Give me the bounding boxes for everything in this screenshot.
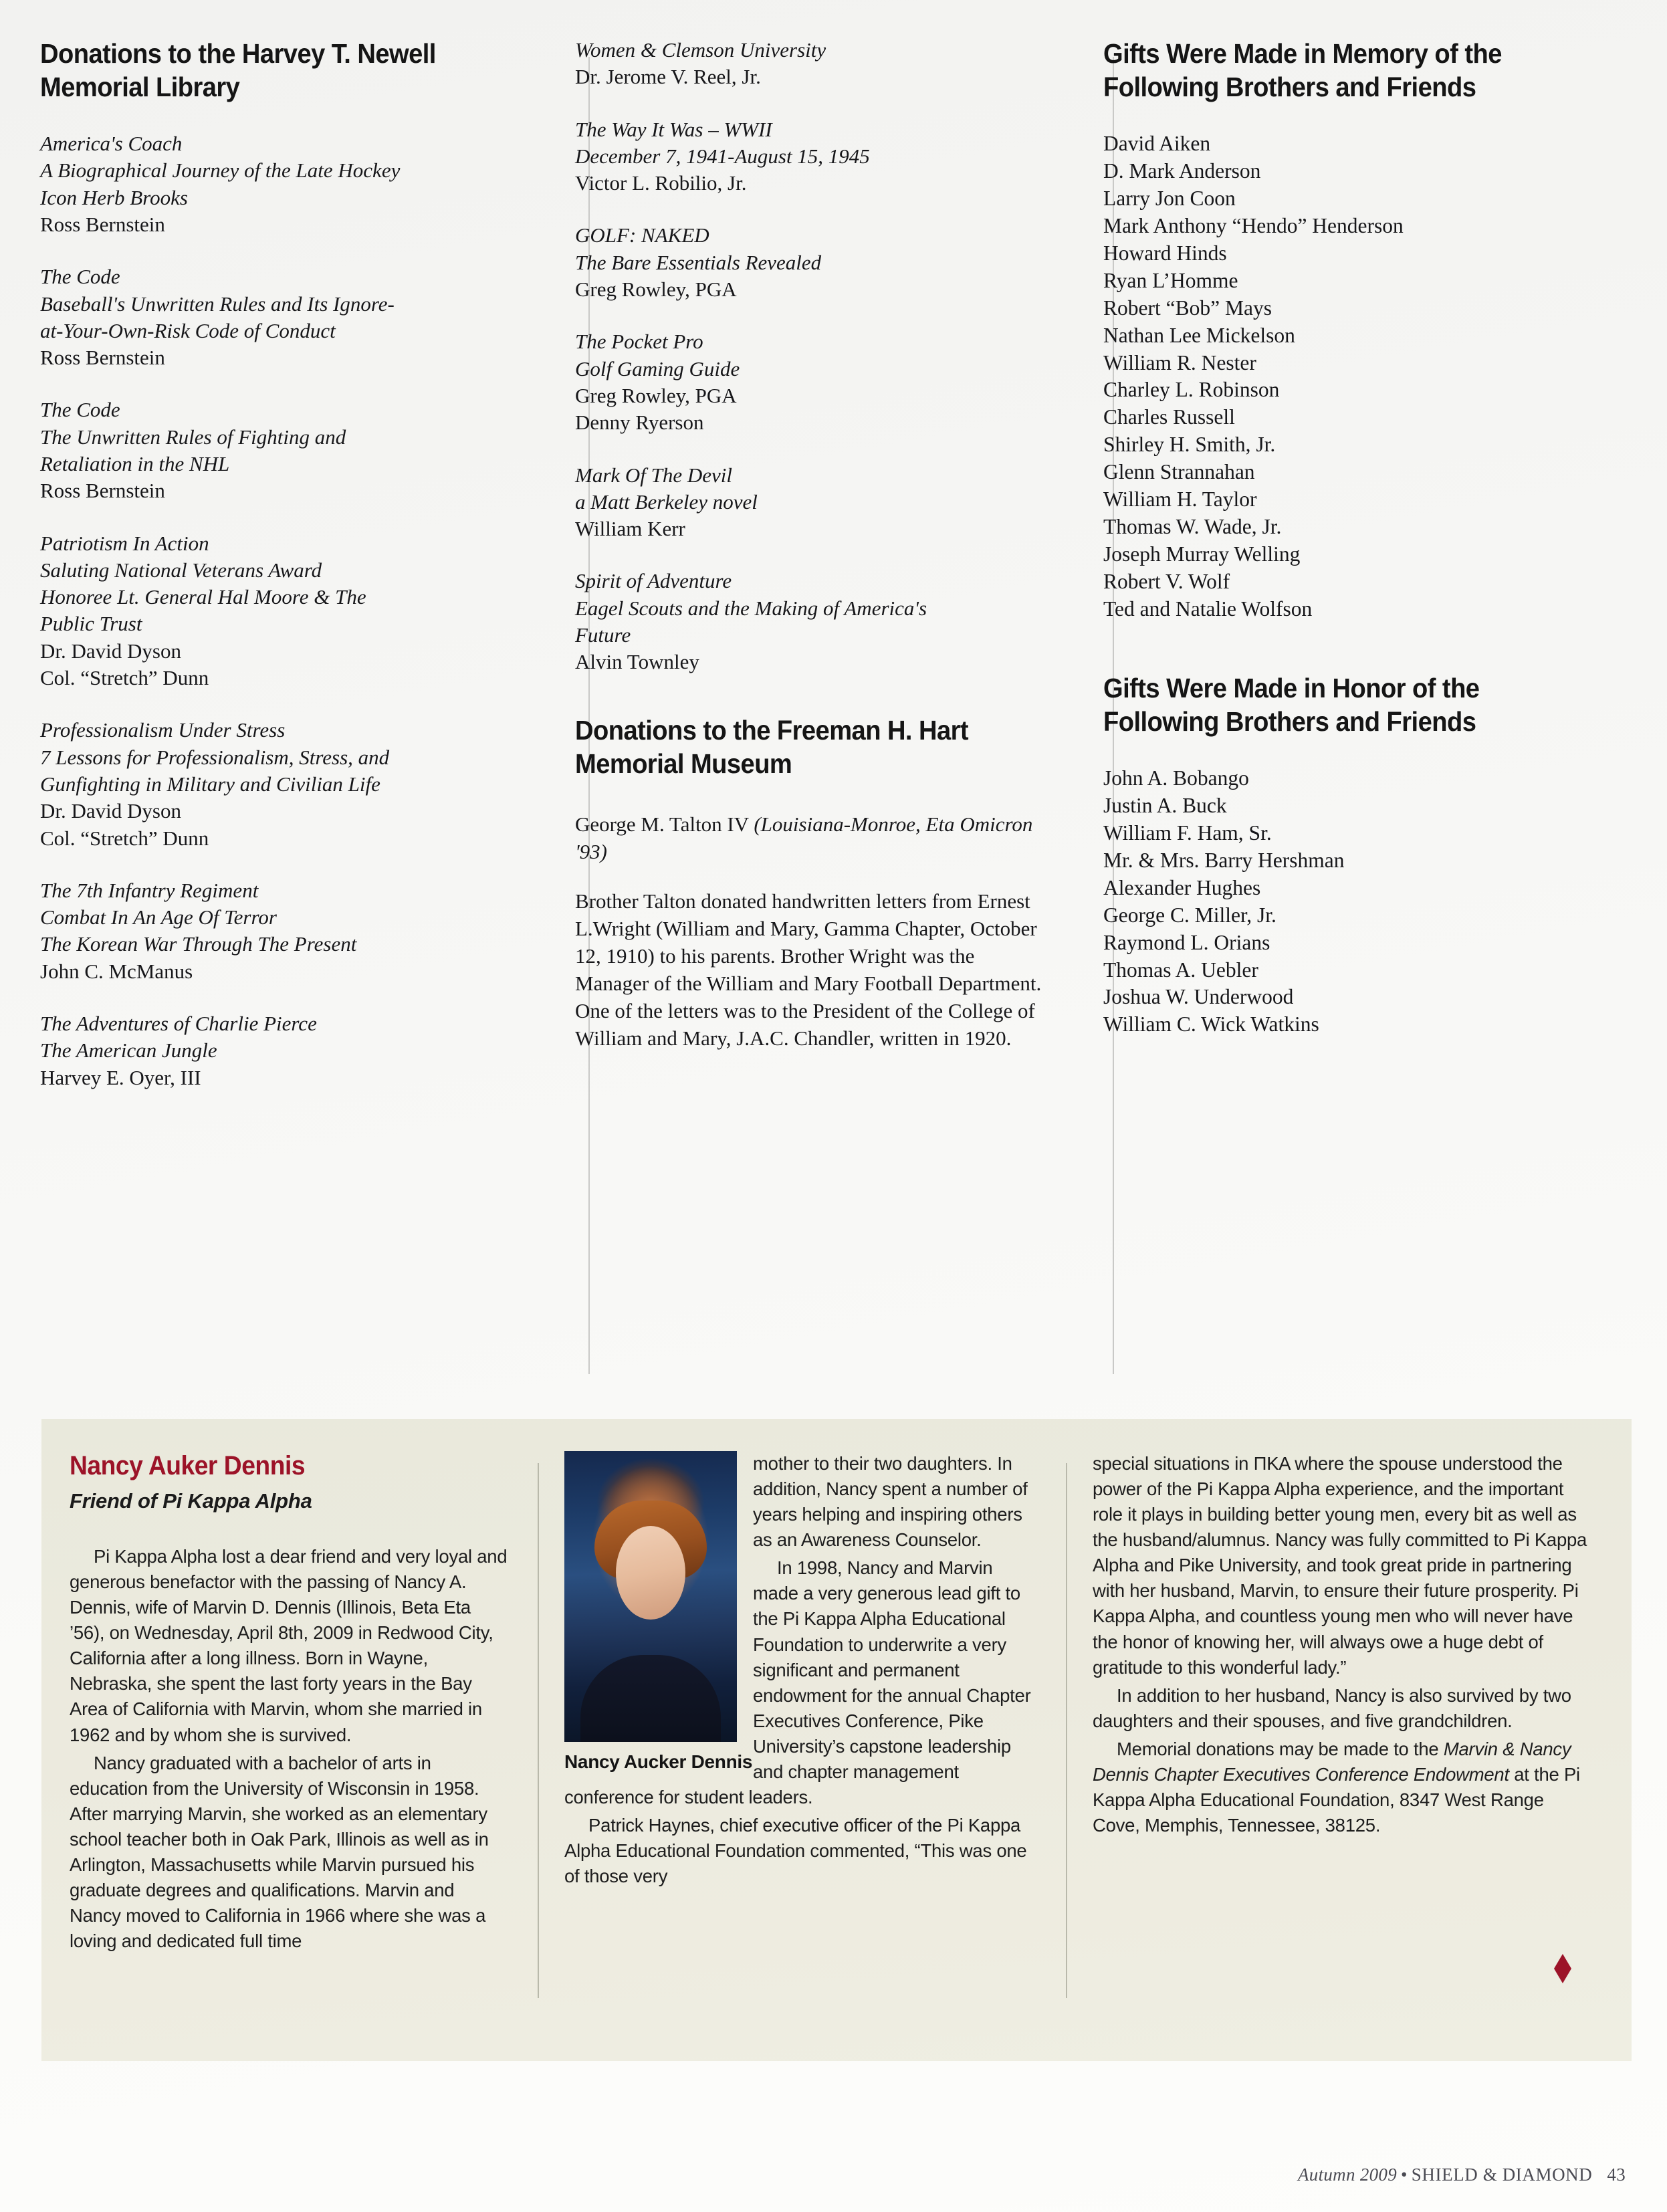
- book-entry: [575, 222, 1050, 303]
- portrait-face: [616, 1526, 685, 1620]
- book-author-line: Col. “Stretch” Dunn: [40, 826, 209, 850]
- book-entry: [575, 328, 1050, 436]
- endowment-name: Marvin & Nancy Dennis Chapter Executives Conference Endowment: [1093, 1738, 1571, 1785]
- book-title-line: Spirit of Adventure: [575, 569, 732, 593]
- memorial-paragraph-6: special situations in ΠKA where the spouse understood the power of the Pi Kappa Alpha experience, and the important role it plays in building better young men, every bit as well as the husband/alumnus. Nancy was fully committed to Pi Kappa Alpha and Pike University, and took great pride in partnering with her husband, Marvin, to ensure their future prosperity. Pi Kappa Alpha, and countless young men who will never have the honor of knowing her, will always owe a huge debt of gratitude to this wonderful lady.”: [1093, 1453, 1587, 1678]
- book-entry: [575, 462, 1050, 543]
- book-entry: [40, 717, 522, 851]
- honoree-name: Shirley H. Smith, Jr.: [1103, 433, 1276, 457]
- book-title-line: Gunfighting in Military and Civilian Life: [40, 772, 380, 796]
- book-entry: [40, 877, 522, 985]
- portrait-figure: [564, 1451, 753, 1773]
- book-title-line: Saluting National Veterans Award: [40, 558, 322, 582]
- donation-lead: Memorial donations may be made to the: [1117, 1738, 1444, 1759]
- book-title-line: Women & Clemson University: [575, 38, 826, 62]
- honoree-name: Joshua W. Underwood: [1103, 985, 1294, 1009]
- portrait-torso: [580, 1655, 721, 1742]
- honoree-name: Nathan Lee Mickelson: [1103, 323, 1295, 347]
- book-author-line: William Kerr: [575, 517, 685, 541]
- book-title-line: The Code: [40, 398, 120, 422]
- book-author-line: Dr. Jerome V. Reel, Jr.: [575, 65, 761, 89]
- book-title-line: at-Your-Own-Risk Code of Conduct: [40, 318, 336, 342]
- book-title-line: Professionalism Under Stress: [40, 718, 286, 742]
- honoree-name: D. Mark Anderson: [1103, 158, 1261, 183]
- memorial-column-3: [1066, 1451, 1587, 2041]
- memorial-paragraph-3: mother to their two daughters. In addition, Nancy spent a number of years helping and inspiring others as an Awareness Counselor.: [753, 1453, 1028, 1551]
- honoree-name: Charley L. Robinson: [1103, 378, 1280, 402]
- book-author-line: Greg Rowley, PGA: [575, 278, 737, 302]
- book-title-line: Combat In An Age Of Terror: [40, 905, 277, 929]
- book-author-line: Col. “Stretch” Dunn: [40, 666, 209, 690]
- book-list-left: [40, 130, 522, 1091]
- book-author-line: Ross Bernstein: [40, 479, 165, 503]
- memorial-paragraph-8: [1093, 1737, 1587, 1838]
- book-title-line: The Code: [40, 265, 120, 289]
- book-entry: [40, 130, 522, 238]
- book-entry: [40, 530, 522, 692]
- book-author-line: Dr. David Dyson: [40, 639, 181, 663]
- honoree-name: John A. Bobango: [1103, 766, 1249, 790]
- museum-donor: [575, 811, 1050, 866]
- honoree-name: Charles Russell: [1103, 405, 1235, 429]
- book-entry: [40, 397, 522, 504]
- book-title-line: Future: [575, 623, 631, 647]
- book-title-line: Patriotism In Action: [40, 531, 209, 555]
- book-title-line: Eagel Scouts and the Making of America's: [575, 596, 927, 620]
- footer-page-number: 43: [1607, 2165, 1626, 2185]
- book-entry: [575, 37, 1050, 91]
- book-title-line: a Matt Berkeley novel: [575, 489, 758, 514]
- honoree-name: William R. Nester: [1103, 350, 1256, 374]
- memorial-paragraph-2: Nancy graduated with a bachelor of arts in education from the University of Wisconsin in 1958. After marrying Marvin, she worked as an elementary school teacher both in Oak Park, Illinois as well as in Arlington, Massachusetts while Marvin pursued his graduate degrees and qualifications. Marvin and Nancy moved to California in 1966 where she was a loving and dedicated full time: [70, 1752, 489, 1952]
- honoree-name: Raymond L. Orians: [1103, 930, 1270, 954]
- diamond-end-mark-icon: [1554, 1954, 1571, 1983]
- honoree-name: David Aiken: [1103, 132, 1211, 156]
- book-list-middle: [575, 37, 1050, 676]
- book-title-line: Public Trust: [40, 612, 142, 636]
- book-title-line: The American Jungle: [40, 1038, 217, 1063]
- memorial-tribute-box: [41, 1419, 1632, 2061]
- page-footer: [1298, 2165, 1626, 2185]
- honoree-name: Ted and Natalie Wolfson: [1103, 596, 1313, 621]
- heading-gifts-in-honor: Gifts Were Made in Honor of the Following Brothers and Friends: [1103, 672, 1480, 737]
- book-author-line: Ross Bernstein: [40, 212, 165, 236]
- portrait-caption: Nancy Aucker Dennis: [564, 1751, 753, 1772]
- book-title-line: The Pocket Pro: [575, 330, 703, 354]
- heading-hart-museum: Donations to the Freeman H. Hart Memorial Museum: [575, 714, 969, 779]
- column-right: [1077, 37, 1632, 1374]
- memorial-person-name: Nancy Auker Dennis: [70, 1451, 306, 1480]
- honoree-name: Robert V. Wolf: [1103, 570, 1230, 594]
- book-title-line: The Way It Was – WWII: [575, 117, 772, 141]
- book-title-line: Icon Herb Brooks: [40, 185, 188, 209]
- book-title-line: The Unwritten Rules of Fighting and: [40, 425, 346, 449]
- honoree-name: Larry Jon Coon: [1103, 186, 1236, 210]
- memory-names-list: [1103, 130, 1632, 623]
- book-title-line: The Adventures of Charlie Pierce: [40, 1012, 317, 1036]
- honoree-name: Justin A. Buck: [1103, 793, 1227, 817]
- honoree-name: Alexander Hughes: [1103, 875, 1261, 899]
- book-title-line: America's Coach: [40, 132, 183, 156]
- honoree-name: Howard Hinds: [1103, 241, 1227, 265]
- heading-gifts-in-memory: Gifts Were Made in Memory of the Following Brothers and Friends: [1103, 38, 1502, 103]
- honoree-name: George C. Miller, Jr.: [1103, 903, 1276, 927]
- memorial-paragraph-7: In addition to her husband, Nancy is also survived by two daughters and their spouses, and five grandchildren.: [1093, 1684, 1571, 1731]
- column-middle: [548, 37, 1077, 1374]
- museum-description: Brother Talton donated handwritten letters from Ernest L.Wright (William and Mary, Gamma Chapter, October 12, 1910) to his parents. Brother Wright was the Manager of the William and Mary Football Department. One of the letters was to the President of the College of William and Mary, J.A.C. Chandler, written in 1920.: [575, 889, 1042, 1050]
- book-author-line: John C. McManus: [40, 959, 193, 983]
- memorial-paragraph-5: Patrick Haynes, chief executive officer of the Pi Kappa Alpha Educational Foundation commented, “This was one of those very: [564, 1815, 1027, 1887]
- book-title-line: A Biographical Journey of the Late Hockey: [40, 158, 401, 183]
- book-title-line: 7 Lessons for Professionalism, Stress, and: [40, 745, 390, 769]
- book-entry: [40, 1010, 522, 1091]
- book-title-line: The 7th Infantry Regiment: [40, 878, 259, 902]
- book-author-line: Greg Rowley, PGA: [575, 383, 737, 407]
- book-author-line: Denny Ryerson: [575, 411, 704, 435]
- honoree-name: Joseph Murray Welling: [1103, 542, 1301, 566]
- book-author-line: Victor L. Robilio, Jr.: [575, 171, 747, 195]
- memorial-column-2: [538, 1451, 1066, 2041]
- honoree-name: Mr. & Mrs. Barry Hershman: [1103, 848, 1345, 872]
- honoree-name: William H. Taylor: [1103, 487, 1257, 512]
- book-entry: [40, 263, 522, 371]
- book-author-line: Harvey E. Oyer, III: [40, 1065, 201, 1089]
- memorial-person-subtitle: Friend of Pi Kappa Alpha: [70, 1489, 312, 1513]
- book-author-line: Ross Bernstein: [40, 346, 165, 370]
- honoree-name: Ryan L’Homme: [1103, 268, 1238, 292]
- footer-season: Autumn 2009: [1297, 2165, 1398, 2185]
- book-title-line: December 7, 1941-August 15, 1945: [575, 144, 870, 168]
- book-title-line: The Bare Essentials Revealed: [575, 250, 822, 274]
- book-title-line: Retaliation in the NHL: [40, 452, 230, 475]
- memorial-paragraph-4: In 1998, Nancy and Marvin made a very generous lead gift to the Pi Kappa Alpha Educational Foundation to underwrite a very significant and permanent endowment for the annual Chapter Executives Conference, Pike University’s capstone leadership and chapter management conference for student leaders.: [564, 1557, 1031, 1808]
- book-title-line: GOLF: NAKED: [575, 223, 709, 247]
- book-title-line: Mark Of The Devil: [575, 463, 733, 487]
- memorial-column-1: [70, 1451, 538, 2041]
- honoree-name: Robert “Bob” Mays: [1103, 296, 1272, 320]
- donor-affiliation: (Louisiana-Monroe, Eta Omicron '93): [575, 812, 1033, 863]
- book-title-line: Honoree Lt. General Hal Moore & The: [40, 585, 366, 609]
- portrait-photo: [564, 1451, 737, 1742]
- honoree-name: William C. Wick Watkins: [1103, 1012, 1319, 1036]
- book-author-line: Alvin Townley: [575, 650, 699, 674]
- book-title-line: The Korean War Through The Present: [40, 932, 357, 956]
- memorial-paragraph-1: Pi Kappa Alpha lost a dear friend and very loyal and generous benefactor with the passing of Nancy A. Dennis, wife of Marvin D. Dennis (Illinois, Beta Eta ’56), on Wednesday, April 8th, 2009 in Redwood City, California after a long illness. Born in Wayne, Nebraska, she spent the last forty years in the Bay Area of California with Marvin, whom she married in 1962 and by whom she is survived.: [70, 1546, 508, 1745]
- book-entry: [575, 116, 1050, 197]
- book-title-line: Golf Gaming Guide: [575, 356, 740, 380]
- column-left: [40, 37, 548, 1374]
- honoree-name: Thomas W. Wade, Jr.: [1103, 515, 1282, 539]
- footer-separator: •: [1401, 2165, 1408, 2185]
- book-author-line: Dr. David Dyson: [40, 799, 181, 823]
- donation-tail: at the Pi Kappa Alpha Educational Foundation, 8347 West Range Cove, Memphis, Tennessee, 38125.: [1093, 1763, 1580, 1836]
- donations-columns: [40, 37, 1632, 1374]
- honoree-name: Thomas A. Uebler: [1103, 958, 1258, 982]
- donor-name: George M. Talton IV: [575, 812, 754, 836]
- honoree-name: William F. Ham, Sr.: [1103, 820, 1272, 845]
- heading-newell-library: Donations to the Harvey T. Newell Memorial Library: [40, 38, 436, 103]
- book-title-line: Baseball's Unwritten Rules and Its Ignore-: [40, 292, 395, 316]
- honor-names-list: [1103, 765, 1632, 1038]
- footer-magazine-title: SHIELD & DIAMOND: [1411, 2165, 1593, 2185]
- book-entry: [575, 568, 1050, 675]
- honoree-name: Mark Anthony “Hendo” Henderson: [1103, 213, 1404, 237]
- honoree-name: Glenn Strannahan: [1103, 460, 1255, 484]
